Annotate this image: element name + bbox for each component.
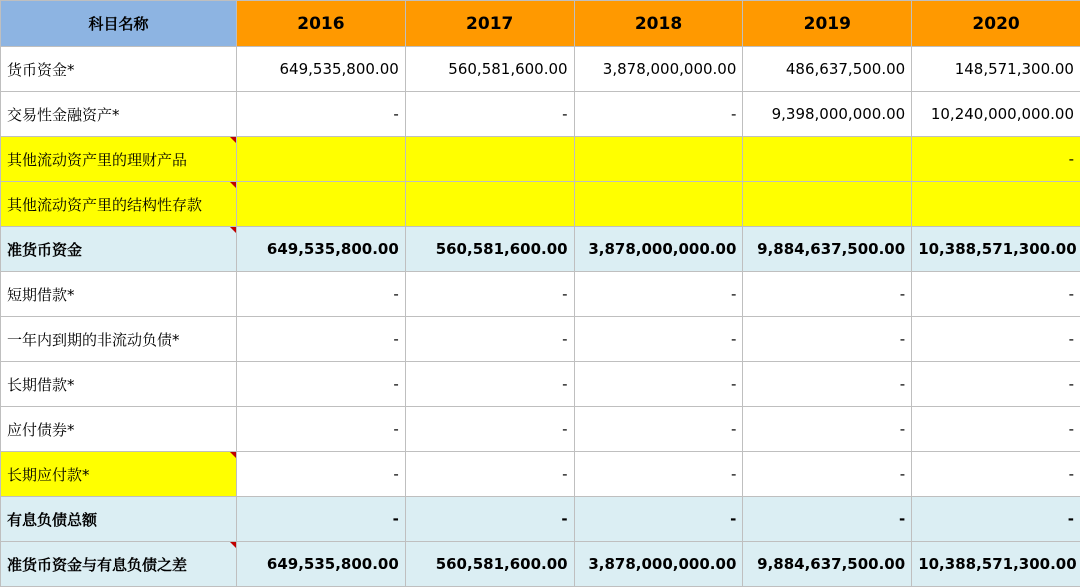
comment-marker-icon[interactable] [230,542,236,548]
cell[interactable] [743,182,912,227]
header-year-2017[interactable]: 2017 [405,1,574,47]
cell[interactable]: 9,884,637,500.00 [743,227,912,272]
table-row [1,272,1080,317]
cell[interactable]: 9,398,000,000.00 [743,92,912,137]
table-row [1,362,1080,407]
cell[interactable]: - [405,497,574,542]
comment-marker-icon[interactable] [230,137,236,143]
table-row-highlighted [1,182,1080,227]
header-year-2018[interactable]: 2018 [574,1,743,47]
cell[interactable] [237,182,406,227]
table-row-total [1,542,1080,587]
table-row [1,452,1080,497]
cell[interactable]: - [912,497,1080,542]
cell[interactable]: 3,878,000,000.00 [574,47,743,92]
table-row [1,92,1080,137]
cell[interactable]: 9,884,637,500.00 [743,542,912,587]
cell[interactable] [574,182,743,227]
cell[interactable]: - [405,92,574,137]
cell[interactable]: - [743,407,912,452]
cell[interactable]: 3,878,000,000.00 [574,542,743,587]
row-label[interactable] [1,227,237,272]
cell[interactable] [912,182,1080,227]
cell[interactable]: - [237,272,406,317]
row-label[interactable]: 长期借款* [1,362,237,407]
cell[interactable]: 560,581,600.00 [405,47,574,92]
header-year-2020[interactable]: 2020 [912,1,1080,47]
row-label[interactable] [1,182,237,227]
cell[interactable]: - [237,362,406,407]
cell[interactable]: 486,637,500.00 [743,47,912,92]
row-label-text: 准货币资金与有息负债之差 [7,556,187,574]
cell[interactable]: - [912,272,1080,317]
header-subject-name[interactable]: 科目名称 [1,1,237,47]
cell[interactable]: 649,535,800.00 [237,227,406,272]
cell[interactable]: - [912,407,1080,452]
cell[interactable]: - [237,497,406,542]
cell[interactable]: - [237,407,406,452]
table-row [1,407,1080,452]
cell[interactable] [405,137,574,182]
row-label-text: 其他流动资产里的结构性存款 [7,196,202,214]
table-row [1,317,1080,362]
cell[interactable]: - [912,362,1080,407]
cell[interactable]: - [237,92,406,137]
cell[interactable]: - [912,317,1080,362]
cell[interactable]: - [574,317,743,362]
table-row-subtotal [1,227,1080,272]
comment-marker-icon[interactable] [230,452,236,458]
row-label[interactable] [1,542,237,587]
cell[interactable]: - [574,362,743,407]
row-label-text: 其他流动资产里的理财产品 [7,151,187,169]
row-label[interactable] [1,452,237,497]
cell[interactable] [743,137,912,182]
row-label[interactable]: 有息负债总额 [1,497,237,542]
table-row-subtotal [1,497,1080,542]
cell[interactable]: 649,535,800.00 [237,542,406,587]
cell[interactable]: - [405,317,574,362]
comment-marker-icon[interactable] [230,182,236,188]
cell[interactable]: - [405,272,574,317]
header-year-2019[interactable]: 2019 [743,1,912,47]
cell[interactable] [574,137,743,182]
cell[interactable]: 560,581,600.00 [405,542,574,587]
header-year-2016[interactable]: 2016 [237,1,406,47]
row-label[interactable] [1,137,237,182]
row-label[interactable]: 应付债券* [1,407,237,452]
table-row-highlighted [1,137,1080,182]
cell[interactable]: - [574,272,743,317]
comment-marker-icon[interactable] [230,227,236,233]
cell[interactable]: - [574,452,743,497]
cell[interactable]: - [574,92,743,137]
cell[interactable]: 10,388,571,300.00 [912,542,1080,587]
cell[interactable]: - [405,452,574,497]
cell[interactable]: - [912,137,1080,182]
cell[interactable]: - [574,407,743,452]
cell[interactable]: - [405,362,574,407]
row-label-text: 准货币资金 [7,241,82,259]
cell[interactable]: - [743,497,912,542]
cell[interactable]: 3,878,000,000.00 [574,227,743,272]
cell[interactable] [237,137,406,182]
row-label[interactable]: 一年内到期的非流动负债* [1,317,237,362]
cell[interactable]: 560,581,600.00 [405,227,574,272]
table-row [1,47,1080,92]
cell[interactable] [405,182,574,227]
row-label[interactable]: 货币资金* [1,47,237,92]
row-label[interactable]: 交易性金融资产* [1,92,237,137]
cell[interactable]: 148,571,300.00 [912,47,1080,92]
cell[interactable]: 649,535,800.00 [237,47,406,92]
cell[interactable]: 10,388,571,300.00 [912,227,1080,272]
row-label-text: 长期应付款* [7,466,90,484]
cell[interactable]: - [743,362,912,407]
cell[interactable]: - [574,497,743,542]
cell[interactable]: - [743,272,912,317]
cell[interactable]: - [912,452,1080,497]
cell[interactable]: 10,240,000,000.00 [912,92,1080,137]
row-label[interactable]: 短期借款* [1,272,237,317]
cell[interactable]: - [237,452,406,497]
cell[interactable]: - [405,407,574,452]
cell[interactable]: - [743,317,912,362]
cell[interactable]: - [743,452,912,497]
header-row [1,1,1080,47]
cell[interactable]: - [237,317,406,362]
